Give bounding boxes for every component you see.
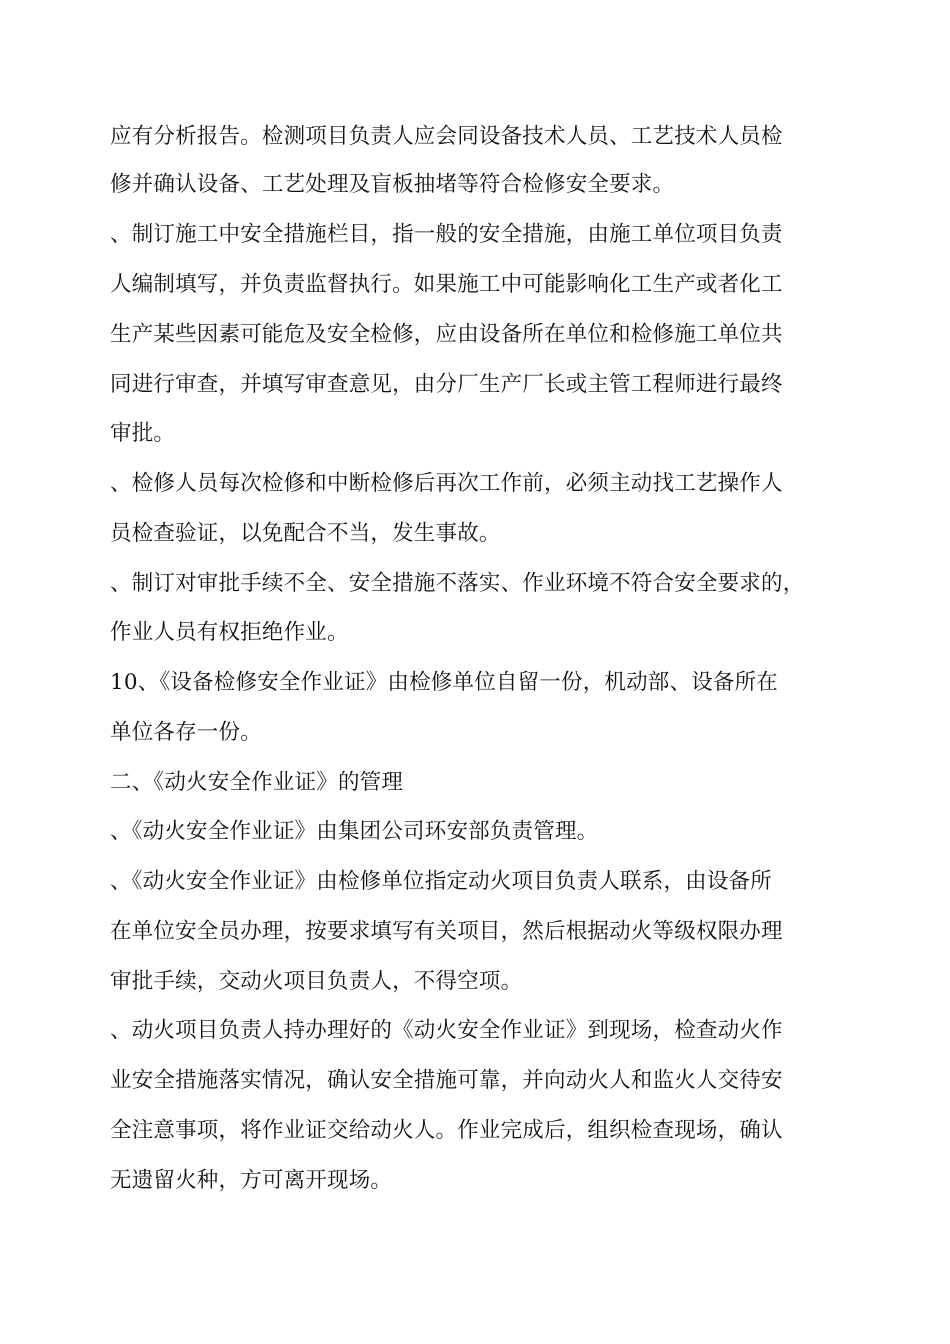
text-line: 、制订施工中安全措施栏目，指一般的安全措施，由施工单位项目负责 xyxy=(110,222,783,247)
text-line: 生产某些因素可能危及安全检修，应由设备所在单位和检修施工单位共 xyxy=(110,322,783,347)
text-line: 、检修人员每次检修和中断检修后再次工作前，必须主动找工艺操作人 xyxy=(110,471,783,496)
section-heading: 二、《动火安全作业证》的管理 xyxy=(110,770,404,795)
text-line: 修并确认设备、工艺处理及盲板抽堵等符合检修安全要求。 xyxy=(110,172,675,197)
text-line: 人编制填写，并负责监督执行。如果施工中可能影响化工生产或者化工 xyxy=(110,272,783,297)
text-line: 、《动火安全作业证》由检修单位指定动火项目负责人联系，由设备所 xyxy=(110,869,772,894)
text-line: 无遗留火种，方可离开现场。 xyxy=(110,1168,393,1193)
text-line: 同进行审查，并填写审查意见，由分厂生产厂长或主管工程师进行最终 xyxy=(110,372,783,397)
text-line: 业安全措施落实情况，确认安全措施可靠，并向动火人和监火人交待安 xyxy=(110,1068,783,1093)
text-line: 作业人员有权拒绝作业。 xyxy=(110,620,349,645)
text-line: 、制订对审批手续不全、安全措施不落实、作业环境不符合安全要求的， xyxy=(110,571,805,596)
text-line: 10、《设备检修安全作业证》由检修单位自留一份，机动部、设备所在 xyxy=(110,670,779,695)
text-line: 、《动火安全作业证》由集团公司环安部负责管理。 xyxy=(110,819,599,844)
text-line: 在单位安全员办理，按要求填写有关项目，然后根据动火等级权限办理 xyxy=(110,919,783,944)
text-line: 审批手续，交动火项目负责人，不得空项。 xyxy=(110,969,523,994)
text-line: 应有分析报告。检测项目负责人应会同设备技术人员、工艺技术人员检 xyxy=(110,124,783,149)
text-line: 全注意事项，将作业证交给动火人。作业完成后，组织检查现场，确认 xyxy=(110,1118,783,1143)
text-line: 员检查验证，以免配合不当，发生事故。 xyxy=(110,521,501,546)
text-line: 、动火项目负责人持办理好的《动火安全作业证》到现场，检查动火作 xyxy=(110,1018,783,1043)
text-line: 单位各存一份。 xyxy=(110,720,262,745)
text-line: 审批。 xyxy=(110,421,176,446)
